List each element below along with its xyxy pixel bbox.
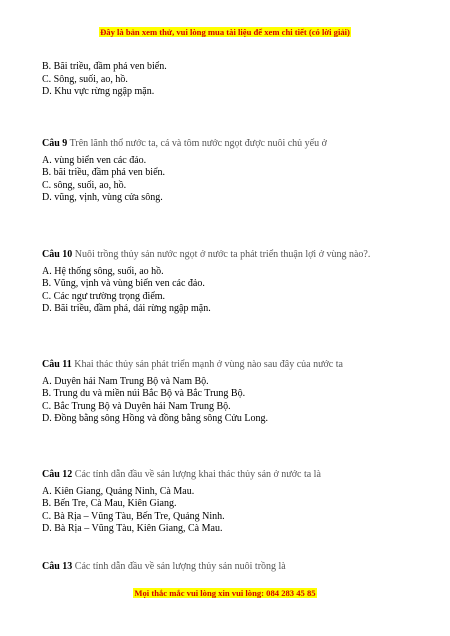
question-10 <box>42 249 370 316</box>
option: A. vùng biển ven các đảo. <box>42 154 147 166</box>
question-line <box>42 359 343 372</box>
question-text: Các tỉnh dẫn đầu về sản lượng khai thác thủy sản ở nước ta là <box>74 469 321 480</box>
option: A. Hệ thống sông, suối, ao hồ. <box>42 265 164 277</box>
option: D. Khu vực rừng ngập mặn. <box>42 86 155 97</box>
question-number: Câu 13 <box>42 561 73 572</box>
option: C. Bà Rịa – Vũng Tàu, Bến Tre, Quảng Ninh. <box>42 510 225 522</box>
option: B. bãi triều, đầm phá ven biển. <box>42 167 166 178</box>
preview-notice-banner <box>0 27 450 37</box>
question-number: Câu 11 <box>42 359 72 370</box>
question-text: Khai thác thủy sản phát triển mạnh ở vùng nào sau đây của nước ta <box>74 359 343 370</box>
question-line <box>42 561 286 574</box>
question-11 <box>42 359 343 426</box>
carry-over-options <box>42 61 167 99</box>
option: A. Duyên hải Nam Trung Bộ và Nam Bộ. <box>42 375 209 387</box>
contact-banner <box>0 588 450 598</box>
option: B. Bến Tre, Cà Mau, Kiên Giang. <box>42 498 177 509</box>
contact-text: Mọi thắc mắc vui lòng xin vui lòng: 084 283 45 85 <box>134 588 316 598</box>
option: C. Bắc Trung Bộ và Duyên hải Nam Trung Bộ. <box>42 400 231 412</box>
question-9 <box>42 138 327 205</box>
option: D. Bãi triều, đầm phá, dải rừng ngập mặn. <box>42 303 211 314</box>
option: C. Sông, suối, ao, hồ. <box>42 73 128 85</box>
option: A. Kiên Giang, Quảng Ninh, Cà Mau. <box>42 485 195 497</box>
question-text: Nuôi trồng thủy sản nước ngọt ở nước ta phát triển thuận lợi ở vùng nào?. <box>74 249 371 260</box>
option: B. Trung du và miền núi Bắc Bộ và Bắc Trung Bộ. <box>42 388 246 399</box>
option: D. Đồng bằng sông Hồng và đồng bằng sông Cửu Long. <box>42 413 268 424</box>
question-13 <box>42 561 286 578</box>
option: C. sông, suối, ao, hồ. <box>42 179 127 191</box>
question-line <box>42 138 327 151</box>
option: B. Vũng, vịnh và vùng biển ven các đảo. <box>42 278 205 289</box>
question-line <box>42 249 370 262</box>
option: B. Bãi triều, đầm phá ven biển. <box>42 61 167 72</box>
option: D. Bà Rịa – Vũng Tàu, Kiên Giang, Cà Mau. <box>42 523 223 534</box>
question-number: Câu 9 <box>42 138 68 149</box>
question-number: Câu 12 <box>42 469 73 480</box>
question-12 <box>42 469 321 536</box>
option: D. vũng, vịnh, vùng cửa sông. <box>42 192 163 203</box>
question-number: Câu 10 <box>42 249 73 260</box>
question-line <box>42 469 321 482</box>
preview-notice-text: Đây là bản xem thử, vui lòng mua tài liệu để xem chi tiết (có lời giải) <box>100 27 350 37</box>
question-text: Các tỉnh dẫn đầu về sản lượng thủy sản nuôi trồng là <box>74 561 286 572</box>
option: C. Các ngư trường trọng điểm. <box>42 290 166 302</box>
question-text: Trên lãnh thổ nước ta, cá và tôm nước ngọt được nuôi chủ yếu ở <box>69 138 327 149</box>
